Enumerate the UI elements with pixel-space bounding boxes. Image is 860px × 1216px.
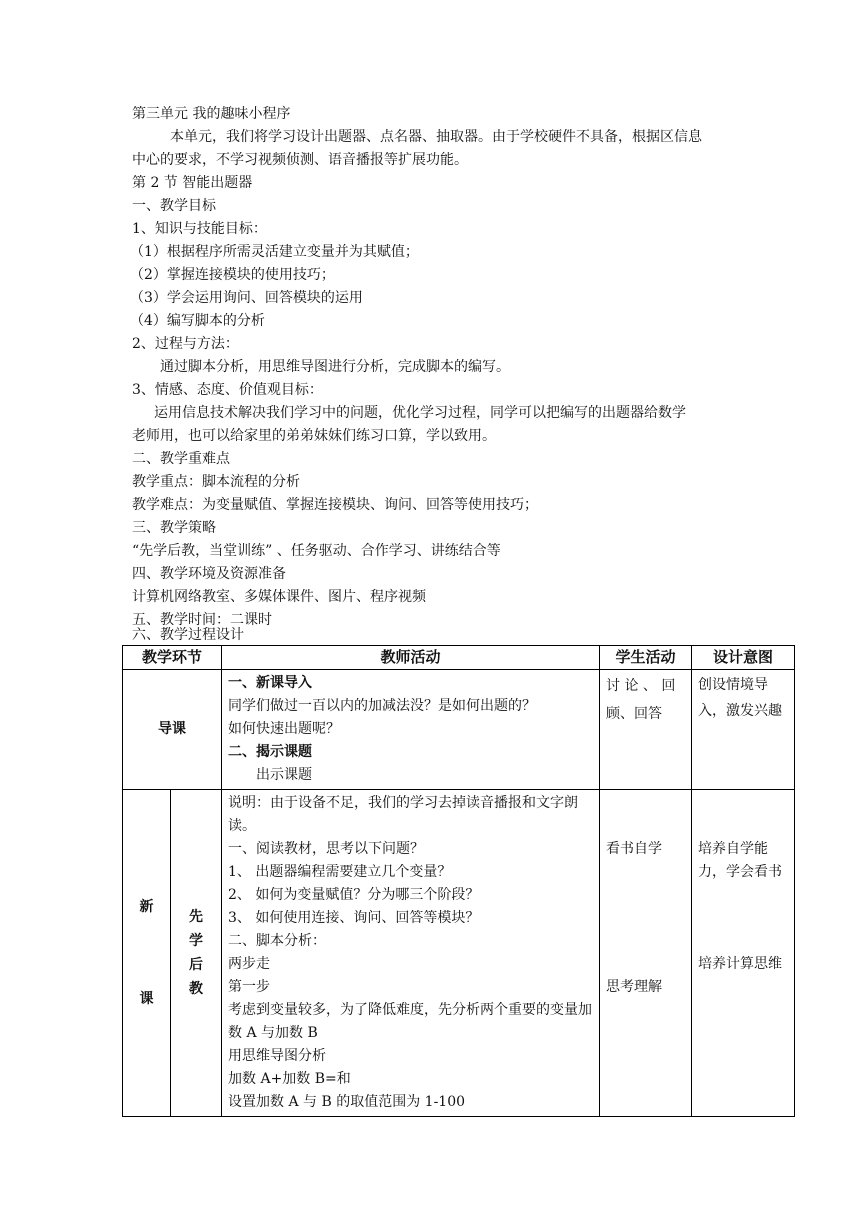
teacher-step-text: 1、 出题器编程需要建立几个变量？ [228,864,452,880]
intro-line-1: 本单元，我们将学习设计出题器、点名器、抽取器。由于学校硬件不具备，根据区信息 [170,129,702,145]
teacher-step-text: 3、 如何使用连接、询问、回答等模块？ [228,910,480,926]
teacher-activity-cell [222,790,600,1117]
teacher-step-text: 出示课题 [256,767,313,783]
teacher-activity-cell [222,670,600,790]
teacher-step-heading: 二、揭示课题 [228,744,313,760]
header-design-intent: 设计意图 [692,646,795,670]
stage-char: 后 [189,957,203,973]
stage-char: 先 [189,909,203,925]
teacher-step-text: 同学们做过一百以内的加减法没？是如何出题的？ [228,698,537,714]
stage-outer-cell [123,790,171,1117]
stage-char: 新 [139,898,154,915]
student-activity-cell [600,790,692,1117]
heading-time: 五、教学时间：二课时 [132,612,272,628]
header-student-activity: 学生活动 [600,646,692,670]
strategy-text: “先学后教，当堂训练” 、任务驱动、合作学习、讲练结合等 [132,543,501,559]
heading-objectives: 一、教学目标 [132,198,216,214]
stage-inner-cell [171,790,222,1117]
teacher-step-text: 第一步 [228,979,271,995]
design-intent-text: 培养计算思维 [698,956,783,972]
table-header-row [123,646,795,670]
teacher-step-text: 如何快速出题呢？ [228,721,341,737]
heading-strategy: 三、教学策略 [132,520,216,536]
heading-resources: 四、教学环境及资源准备 [132,566,286,582]
design-intent-cell [692,790,795,1117]
unit-title: 第三单元 我的趣味小程序 [132,106,291,122]
design-intent-cell [692,670,795,790]
heading-emotion: 3、情感、态度、价值观目标： [132,382,323,398]
teacher-step-text: 考虑到变量较多，为了降低难度，先分析两个重要的变量加数 A 与加数 B [228,1002,593,1041]
emotion-line-1: 运用信息技术解决我们学习中的问题，优化学习过程，同学可以把编写的出题器给数学 [154,405,686,421]
knowledge-item-4: （4）编写脚本的分析 [130,313,265,329]
student-activity-text: 思考理解 [606,979,663,995]
knowledge-item-2: （2）掌握连接模块的使用技巧； [130,267,335,283]
heading-process-method: 2、过程与方法： [132,336,239,352]
student-activity-text: 讨 论 、 回顾、回答 [606,678,676,722]
heading-process-design: 六、教学过程设计 [132,627,244,643]
student-activity-text: 看书自学 [606,841,663,857]
teacher-step-text: 两步走 [228,956,271,972]
intro-line-2: 中心的要求，不学习视频侦测、语音播报等扩展功能。 [132,152,468,168]
teaching-process-table [122,645,795,1117]
emotion-line-2: 老师用，也可以给家里的弟弟妹妹们练习口算，学以致用。 [132,428,496,444]
section-title: 第 2 节 智能出题器 [132,175,253,191]
student-activity-cell [600,670,692,790]
teacher-step-text: 二、脚本分析： [228,933,327,949]
resources-text: 计算机网络教室、多媒体课件、图片、程序视频 [132,589,426,605]
key-point: 教学重点：脚本流程的分析 [132,474,300,490]
table-row [123,670,795,790]
difficult-point: 教学难点：为变量赋值、掌握连接模块、询问、回答等使用技巧； [132,497,538,513]
teacher-step-text: 设置加数 A 与 B 的取值范围为 1-100 [228,1094,466,1110]
heading-key-difficult: 二、教学重难点 [132,451,230,467]
header-stage: 教学环节 [123,646,222,670]
teacher-step-text: 加数 A+加数 B=和 [228,1071,351,1087]
teacher-step-text: 用思维导图分析 [228,1048,327,1064]
stage-char: 教 [189,981,203,997]
process-text: 通过脚本分析，用思维导图进行分析，完成脚本的编写。 [160,359,510,375]
knowledge-item-1: （1）根据程序所需灵活建立变量并为其赋值； [130,244,419,260]
heading-knowledge-skills: 1、知识与技能目标： [132,221,267,237]
header-teacher-activity: 教师活动 [222,646,600,670]
teacher-step-text: 说明：由于设备不足，我们的学习去掉读音播报和文字朗读。 [228,795,579,834]
teacher-step-text: 2、 如何为变量赋值？分为哪三个阶段？ [228,887,480,903]
teacher-step-text: 一、阅读教材，思考以下问题？ [228,841,425,857]
stage-char: 学 [189,933,203,949]
table-row [123,790,795,1117]
knowledge-item-3: （3）学会运用询问、回答模块的运用 [130,290,363,306]
stage-cell: 导课 [123,670,222,790]
design-intent-text: 培养自学能力，学会看书 [698,841,783,880]
design-intent-text: 创设情境导入，激发兴趣 [698,677,783,719]
stage-char: 课 [139,990,154,1007]
teacher-step-heading: 一、新课导入 [228,675,313,691]
